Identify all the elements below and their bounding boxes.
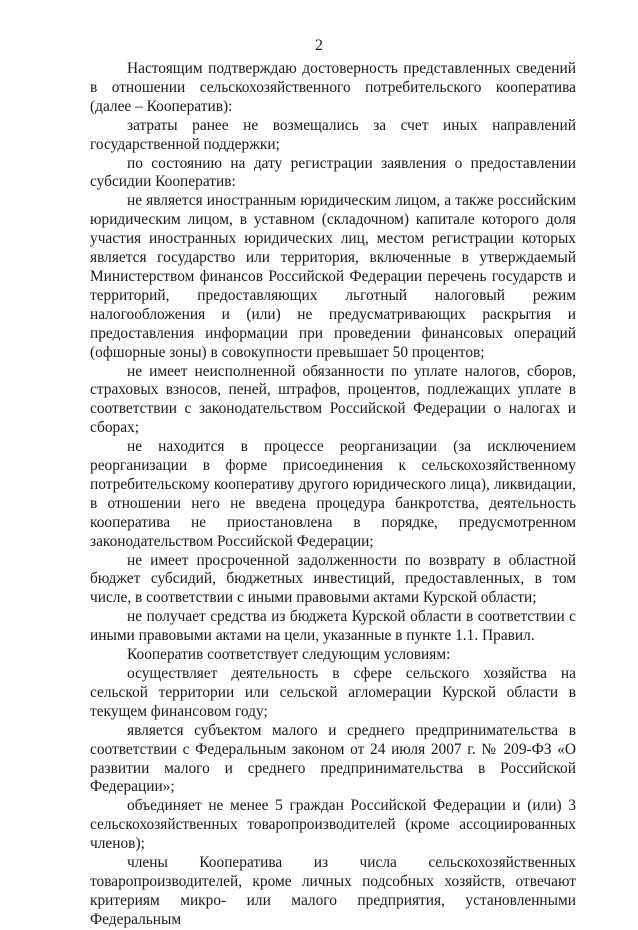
paragraph-no-overdue-debt: не имеет просроченной задолженности по возврату в областной бюджет субсидий, бюджетных инвестиций, предоставленных, в том числе, в соответствии с иными правовыми актами Курской области; [90,551,576,607]
paragraph-agriculture-activity: осуществляет деятельность в сфере сельского хозяйства на сельской территории или сельской агломерации Курской области в текущем финансовом году; [90,665,576,720]
paragraph-no-other-funds: не получает средства из бюджета Курской области в соответствии с иными правовыми актами на цели, указанные в пункте 1.1. Правил. [90,608,576,645]
paragraph-sme-status: является субъектом малого и среднего предпринимательства в соответствии с Федеральным законом от 24 июля 2007 г. № 209-ФЗ «О развитии малого и среднего предпринимательства в Российской Федерации»; [90,721,576,796]
paragraph-not-foreign-entity: не является иностранным юридическим лицом, а также российским юридическим лицом, в уставном (складочном) капитале которого доля участия иностранных юридических лиц, местом регистрации которых является государство или территория, включенные в утверждаемый Министерством финансов Российской Федерации перечень государств и территорий, предоставляющих льготный налоговый режим налогообложения и (или) не предусматривающих раскрытия и предоставления информации при проведении финансовых операций (офшорные зоны) в совокупности превышает 50 процентов; [90,192,576,361]
paragraph-conditions-intro: Кооператив соответствует следующим условиям: [127,646,451,664]
paragraph-confirmation-intro: Настоящим подтверждаю достоверность представленных сведений в отношении сельскохозяйственного потребительского кооператива (далее – Кооператив): [90,60,576,115]
paragraph-members-count: объединяет не менее 5 граждан Российской Федерации и (или) 3 сельскохозяйственных товаропроизводителей (кроме ассоциированных членов); [90,797,576,853]
document-body [90,60,576,930]
paragraph-no-tax-debt: не имеет неисполненной обязанности по уплате налогов, сборов, страховых взносов, пеней, штрафов, процентов, подлежащих уплате в соответствии с законодательством Российской Федерации о налогах и сборах; [90,362,576,437]
paragraph-registration-date: по состоянию на дату регистрации заявления о предоставлении субсидии Кооператив: [90,154,576,191]
page-number: 2 [315,37,323,54]
paragraph-no-reorganization: не находится в процессе реорганизации (за исключением реорганизации в форме присоединения к сельскохозяйственному потребительскому кооперативу другого юридического лица), ликвидации, в отношении него не введена процедура банкротства, деятельность кооператива не приостановлена в порядке, предусмотренном законодательством Российской Федерации; [90,438,576,550]
paragraph-costs: затраты ранее не возмещались за счет иных направлений государственной поддержки; [90,116,576,153]
paragraph-members-criteria: члены Кооператива из числа сельскохозяйственных товаропроизводителей, кроме личных подсобных хозяйств, отвечают критериям микро- или малого предприятия, установленными Федеральным [90,854,576,928]
